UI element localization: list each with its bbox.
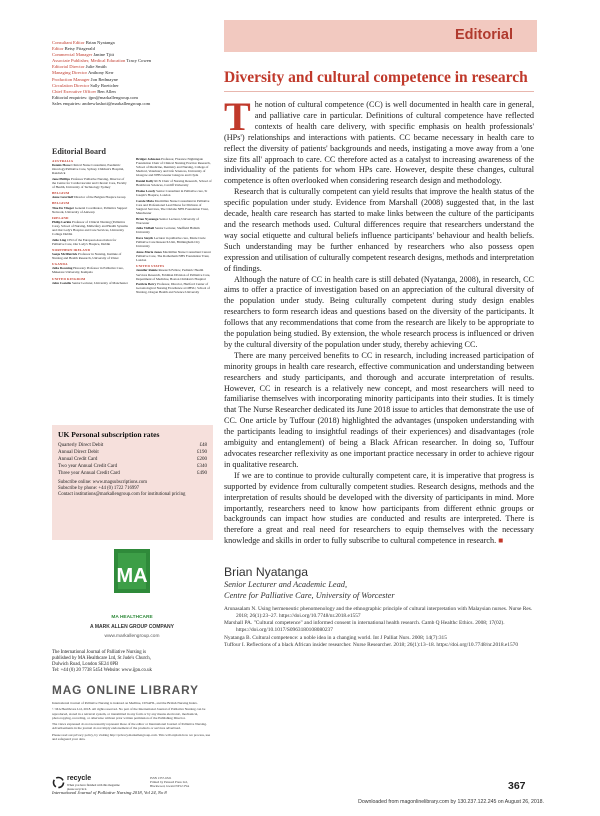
body-paragraph: Research that is culturally competent can yield results that improve the health status of the specific population under study. Evidence from Marshall (2008) suggested that, in the last decade, health care research has started to make links between the culture of the participants and the research methods used. Cultural differences require that researchers understand the way social etiquette and cultural beliefs influence participants' behaviour and health beliefs. Such understanding may be further enhanced by researchers who also possess open expression and utilisation of culturally competent research designs, methods and interpretation of findings.	[224, 187, 534, 273]
issn-line: Blackwood, Gwent NP12 2YA	[150, 784, 190, 788]
subscription-box	[52, 425, 213, 540]
masthead-role: Editor	[52, 46, 64, 52]
board-member	[136, 157, 212, 177]
board-region: UNITED STATES	[136, 264, 165, 269]
section-label: Editorial	[454, 27, 513, 43]
board-member	[52, 281, 128, 285]
masthead-role: Production Manager	[52, 76, 90, 82]
ma-healthcare-logo	[100, 545, 164, 613]
issn-line: ISSN 1357-6321	[150, 776, 172, 780]
board-member-detail: Research Fellow, Pediatric Health Services Research, Feldman Division of Palliative Care, Department of Medicine, Boston Children's Hospital	[136, 268, 211, 281]
subscription-contact-line: Subscribe online: www.magsubscriptions.com	[58, 480, 147, 485]
ma-logo-letters: MA	[116, 565, 148, 587]
article-title: Diversity and cultural competence in research	[224, 69, 528, 86]
legal-paragraph: © MA Healthcare Ltd, 2018. All rights reserved. No part of the International Journal of Palliative Nursing can be reproduced, stored in a retrieval system, or transmitted in any form or by any means electronic, mechanical, photocopying, recording, or otherwise without prior written permission of the Publishing Director.	[52, 707, 206, 720]
reference-list	[224, 606, 534, 650]
subscription-rate-row	[58, 449, 207, 456]
masthead-name: Janine Tjitt	[93, 52, 115, 58]
board-member	[136, 282, 212, 294]
board-region: BELGIUM	[52, 201, 70, 206]
board-member-detail: Senior Consultant in Palliative care, St Joseph's Hospice, London	[136, 188, 208, 197]
masthead-name: Tracy Cowen	[126, 58, 152, 64]
ma-healthcare-name: MA HEALTHCARE	[111, 615, 153, 620]
board-member-name: Daniel Kelly	[136, 179, 154, 184]
board-member-name: Anne Gavriloff	[52, 195, 74, 200]
reference-item: Arunasalam N. Using hermeneutic phenomenology and the ethnographic principle of cultural interpretation with Malaysian nurses. Nurse Res. 2018; 26(1):23–27. https://doi.org/10.7748/nr.2018.e1557	[224, 606, 533, 619]
publisher-line: Tel: +44 (0) 20 7738 5454 Website: www.ijpn.co.uk	[52, 668, 152, 674]
rate-label: Quarterly Direct Debit	[58, 443, 104, 448]
board-member-name: Dennis Howe	[52, 163, 71, 168]
board-member-detail: Director of the Belgian Hospice Group	[74, 195, 126, 200]
author-position: Senior Lecturer and Academic Lead,	[224, 580, 348, 589]
drop-cap: T	[224, 94, 251, 139]
title-divider	[224, 91, 534, 92]
board-member-name: Julia Downing	[52, 266, 73, 271]
body-paragraph: There are many perceived benefits to CC in research, including increased participation of minority groups in health care research, effective communication and understanding between researchers and study participants, and thorough and accurate interpretation of results. However, CC in research is a relatively new concept, and most researchers will need to familiarise themselves with incorporating minority participants into their studies. It is timely that The Nurse Researcher dedicated its June 2018 issue to articles that demonstrate the use of CC. One article by Tuffour (2018) highlighted the advantages (unspoken understanding with the participants leading to insightful readings of their experiences) and disadvantages (role ambiguity and entanglement) of being a Black African researcher. In doing so, Tuffour advocates researcher reflexivity as one important practice necessary in order to achieve rigour in qualitative research.	[224, 350, 534, 469]
issn-printer-info	[150, 776, 214, 788]
board-member-name: Bridget Johnston	[136, 157, 161, 161]
board-region: AUSTRALIA	[52, 159, 74, 163]
board-member-detail: Professor, Florence Nightingale Foundation Chair of Clinical Nursing Practice Research, School of Medicine, Dentistry and Nursing, College of Medical, Veterinary and Life Sciences, University of Glasgow and NHS Greater Glasgow and Clyde	[136, 157, 211, 178]
body-paragraph: Although the nature of CC in health care is still debated (Nyatanga, 2008), in research, CC aims to offer a practice of investigation based on an appreciation of the cultural diversity of the population under study. Being culturally competent during study design enables researchers to form research ideas and questions based on the diversity of the participants. It follows that any recommendations that come from the research are likely to be appropriate to the population being studied. By extension, the whole research process is influenced or driven by the cultural diversity of the population under study, thereby achieving CC.	[224, 274, 534, 349]
author-affiliation: Centre for Palliative Care, University of Worcester	[224, 591, 395, 600]
board-member-detail: Senior Lecturer, University of Worcester	[136, 216, 199, 225]
page-number: 367	[508, 780, 526, 792]
masthead-name: Julie Smith	[85, 64, 107, 70]
legal-notices	[52, 701, 214, 743]
board-member-detail: RCN Chair of Nursing Research, School of Healthcare Sciences, Cardiff University	[136, 179, 212, 188]
reference-item: Tuffour I. Reflections of a black African insider researcher. Nurse Researcher. 2018; 26(1):13–18. https://doi.org/10.7748/nr.2018.e1570	[224, 642, 519, 649]
board-member-name: John Costello	[52, 280, 72, 285]
subscription-rate-row	[58, 470, 207, 477]
recycle-icon	[52, 776, 65, 789]
board-member-detail: Senior Lecturer, Sheffield Hallam University	[136, 226, 200, 235]
board-member	[136, 179, 212, 187]
rate-label: Three year Annual Credit Card	[58, 471, 120, 476]
masthead	[52, 40, 202, 107]
board-member	[136, 189, 212, 197]
group-tagline: A MARK ALLEN GROUP COMPANY	[90, 624, 174, 630]
body-paragraph: If we are to continue to provide culturally competent care, it is imperative that progress is supported by evidence from culturally competent studies. Research designs, methods and the interpretation of results should be developed with the diversity of participants in mind. More importantly, researchers need to know how participants from different ethnic groups or backgrounds can impact how studies are conducted and results are interpreted. There is therefore a great and real need for researchers to equip themselves with the necessary knowledge and skills in order to fully subscribe to cultural competence in research. ■	[224, 470, 534, 546]
editorial-board-title: Editorial Board	[52, 147, 107, 156]
rate-price: £200	[197, 457, 207, 462]
board-member-detail: Macmillan Nurse Consultant in Palliative Care and Professional Lead Nurse for Division of Surgical Services, The Christie NHS Foundation Trust, Manchester	[136, 198, 210, 215]
board-member	[52, 163, 128, 175]
masthead-role: Associate Publisher, Medical Education	[52, 58, 126, 64]
board-member	[136, 268, 212, 280]
author-block	[224, 565, 534, 601]
board-member-name: Tine De Vlieger	[52, 205, 75, 210]
masthead-role: Editorial Director	[52, 64, 85, 70]
masthead-name: Sally Boettcher	[90, 82, 119, 88]
masthead-role: Circulation Director	[52, 82, 90, 88]
board-member	[136, 226, 212, 234]
board-member-detail: Professor of Clinical Nursing (Palliative Care), School of Nursing, Midwifery and Health Systems and Our Lady's Hospice and Care Services, University College Dublin	[52, 219, 128, 237]
masthead-role: Consultant Editor	[52, 40, 85, 45]
rate-label: Annual Credit Card	[58, 457, 98, 462]
rate-price: £340	[197, 464, 207, 469]
masthead-role: Chief Executive Officer	[52, 88, 97, 94]
board-member-name: Elaine Lovely	[136, 188, 156, 193]
board-member	[52, 220, 128, 236]
board-member	[52, 177, 128, 189]
board-member-name: Dave Smyth	[136, 236, 154, 241]
masthead-contact: Sales enquiries: andrewlashoti@markallengroup.com	[52, 100, 151, 106]
download-notice: Downloaded from magonlinelibrary.com by 130.237.122.245 on August 26, 2018.	[358, 799, 544, 805]
masthead-role: Commercial Manager	[52, 52, 93, 58]
board-member-detail: Professor, Director, Hartford Center of Gerontological Nursing Excellence at OHSU, School of Nursing, Oregon Health and Science University	[136, 282, 210, 295]
mag-online-library-logo: MAG ONLINE LIBRARY	[52, 683, 199, 697]
board-member-detail: Senior Lecturer, University of Manchester	[71, 280, 128, 285]
subscription-contact-line: Contact institutions@markallengroup.com for institutional pricing	[58, 492, 186, 498]
ma-logo-mark	[100, 545, 164, 613]
subscription-rate-row	[58, 456, 207, 463]
legal-paragraph: The views expressed do not necessarily represent those of the editor or International Journal of Palliative Nursing. Advertisements in the journal do not imply endorsement of the products or services advertised.	[52, 722, 207, 731]
publisher-info	[52, 650, 214, 674]
subscription-contact-line: Subscribe by phone: +44 (0) 1722 716997	[58, 486, 140, 492]
masthead-name: Brian Nyatanga	[85, 40, 115, 45]
board-member	[136, 199, 212, 215]
board-member-name: Jane Phillips	[52, 176, 71, 181]
board-member-name: Patricia Berry	[136, 282, 157, 287]
board-member	[52, 266, 128, 274]
legal-paragraph: Please read our privacy policy, by visiting http://privacy.markallengroup.com. This will explain how we process, use and safeguard your data.	[52, 732, 211, 742]
board-member-name: Anne-Marie Jones	[136, 250, 162, 255]
recycle-title: recycle	[67, 775, 92, 782]
board-member	[136, 217, 212, 225]
masthead-name: Betsy Fitzgerald	[64, 46, 95, 52]
board-member-detail: General Coordinator, Palliative Support Network, University of Antwerp	[52, 205, 128, 214]
board-member-detail: Lecturer in palliative care, Marie Curie Palliative Care Research Unit, Birmingham City University	[136, 236, 206, 249]
end-mark-icon: ■	[496, 536, 504, 546]
board-member-detail: Professor Palliative Nursing, Director of the Centre for Cardiovascular and Chronic Care, Faculty of Health, University of Technology Sydney	[52, 176, 127, 190]
masthead-contact: Editorial enquiries: ijpn@markallengroup.com	[52, 94, 139, 100]
board-region: IRELAND	[52, 215, 69, 220]
board-member-detail: Professor in Nursing, Institute of Nursing and Health Research, University of Ulster	[52, 252, 122, 261]
board-member-name: Julia Vidball	[136, 226, 155, 231]
board-member	[52, 238, 128, 246]
board-column-right	[136, 157, 212, 296]
subscription-heading: UK Personal subscription rates	[58, 430, 160, 439]
issn-line: Printed by Pensord Press Ltd,	[150, 780, 188, 784]
board-member-name: Philip Larkin	[52, 219, 72, 224]
board-region: UNITED KINGDOM	[52, 276, 86, 281]
board-member-name: Carole Mula	[136, 198, 154, 203]
board-member	[52, 252, 128, 260]
legal-paragraph: International Journal of Palliative Nursing is indexed on Medline, CINAHL, and the British Nursing Index.	[52, 701, 198, 705]
board-member-detail: Honorary Professor in Palliative Care, Makerere University, Kampala	[52, 266, 124, 275]
publisher-line: Dulwich Road, London SE24 0PB	[52, 662, 119, 668]
rate-price: £490	[197, 471, 207, 476]
section-banner	[224, 20, 537, 52]
rate-label: Annual Direct Debit	[58, 450, 99, 455]
body-paragraph: The notion of cultural competence (CC) is well documented in health care in general, and palliative care in particular. Definitions of cultural competence have reflected contexts of health care delivery, with specific emphasis on health professionals' (HPs') relationships and interactions with patients. CC became necessary in health care to reflect the diversity of patients' backgrounds and needs, instigating a move away from a 'one size fits all' approach to care. CC therefore acted as a catalyst to increasing awareness of the individuality of the patients for whom HPs care. However, despite these changes, cultural competence is often overlooked when considering research design and methodology.	[224, 94, 534, 186]
article-body	[224, 94, 534, 547]
board-region: UGANDA	[52, 262, 68, 267]
board-member	[52, 206, 128, 214]
rate-label: Two year Annual Credit Card	[58, 464, 118, 469]
subscription-rate-row	[58, 442, 207, 449]
board-region: BELGIUM	[52, 191, 70, 196]
board-member-name: Brian Nyatanga	[136, 216, 159, 221]
reference-item: Nyatanga B. Cultural competence: a noble idea in a changing world. Int J Palliat Nurs. 2008; 14(7):315	[224, 634, 447, 641]
board-member-name: Julie Ling	[52, 237, 67, 242]
masthead-role: Managing Director	[52, 70, 88, 76]
board-member	[136, 250, 212, 262]
masthead-name: Jon Redmayne	[90, 76, 118, 82]
author-name: Brian Nyatanga	[224, 565, 309, 579]
board-region: NORTHERN IRELAND	[52, 247, 91, 252]
board-member-detail: Macmillan Nurse Consultant Cancer Palliative Care, The Rotherham NHS Foundation Trust, London	[136, 250, 212, 263]
publisher-line: The International Journal of Palliative Nursing is	[52, 650, 147, 655]
group-website-link[interactable]: www.markallengroup.com	[104, 634, 160, 639]
recycle-subtext: When you have finished with this magazine please recycle it.	[67, 783, 120, 791]
board-member-detail: CEO of the European Association for Palliative Care, Our Lady's Hospice, Dublin	[52, 237, 117, 246]
board-member	[52, 195, 128, 199]
board-member	[136, 236, 212, 248]
masthead-name: Ben Allen	[97, 88, 116, 94]
rate-price: £48	[199, 443, 207, 448]
subscription-contact	[58, 480, 207, 499]
publisher-line: published by MA Healthcare Ltd, St Jude's Church,	[52, 656, 151, 662]
board-member-detail: Clinical Nurse Consultant, Paediatric Oncology/Palliative Care, Sydney Children's Hospital, Randwick	[52, 163, 125, 176]
masthead-name: Anthony Kerr	[88, 70, 114, 76]
rate-price: £190	[197, 450, 207, 455]
reference-item: Marshall PA. "Cultural competence" and informed consent in international health research. Camb Q Healthc Ethics. 2008; 17(02). https://doi.org/10.1017/S0963180108080237	[224, 620, 505, 634]
board-member-name: Sonja McIlfatrick	[52, 252, 78, 257]
journal-footer: International Journal of Palliative Nursing 2018, Vol 24, No 8	[52, 790, 167, 795]
board-member-name: Jennifer Rainie	[136, 268, 158, 273]
subscription-rates	[58, 442, 207, 477]
board-column-left	[52, 157, 128, 286]
subscription-rate-row	[58, 463, 207, 470]
